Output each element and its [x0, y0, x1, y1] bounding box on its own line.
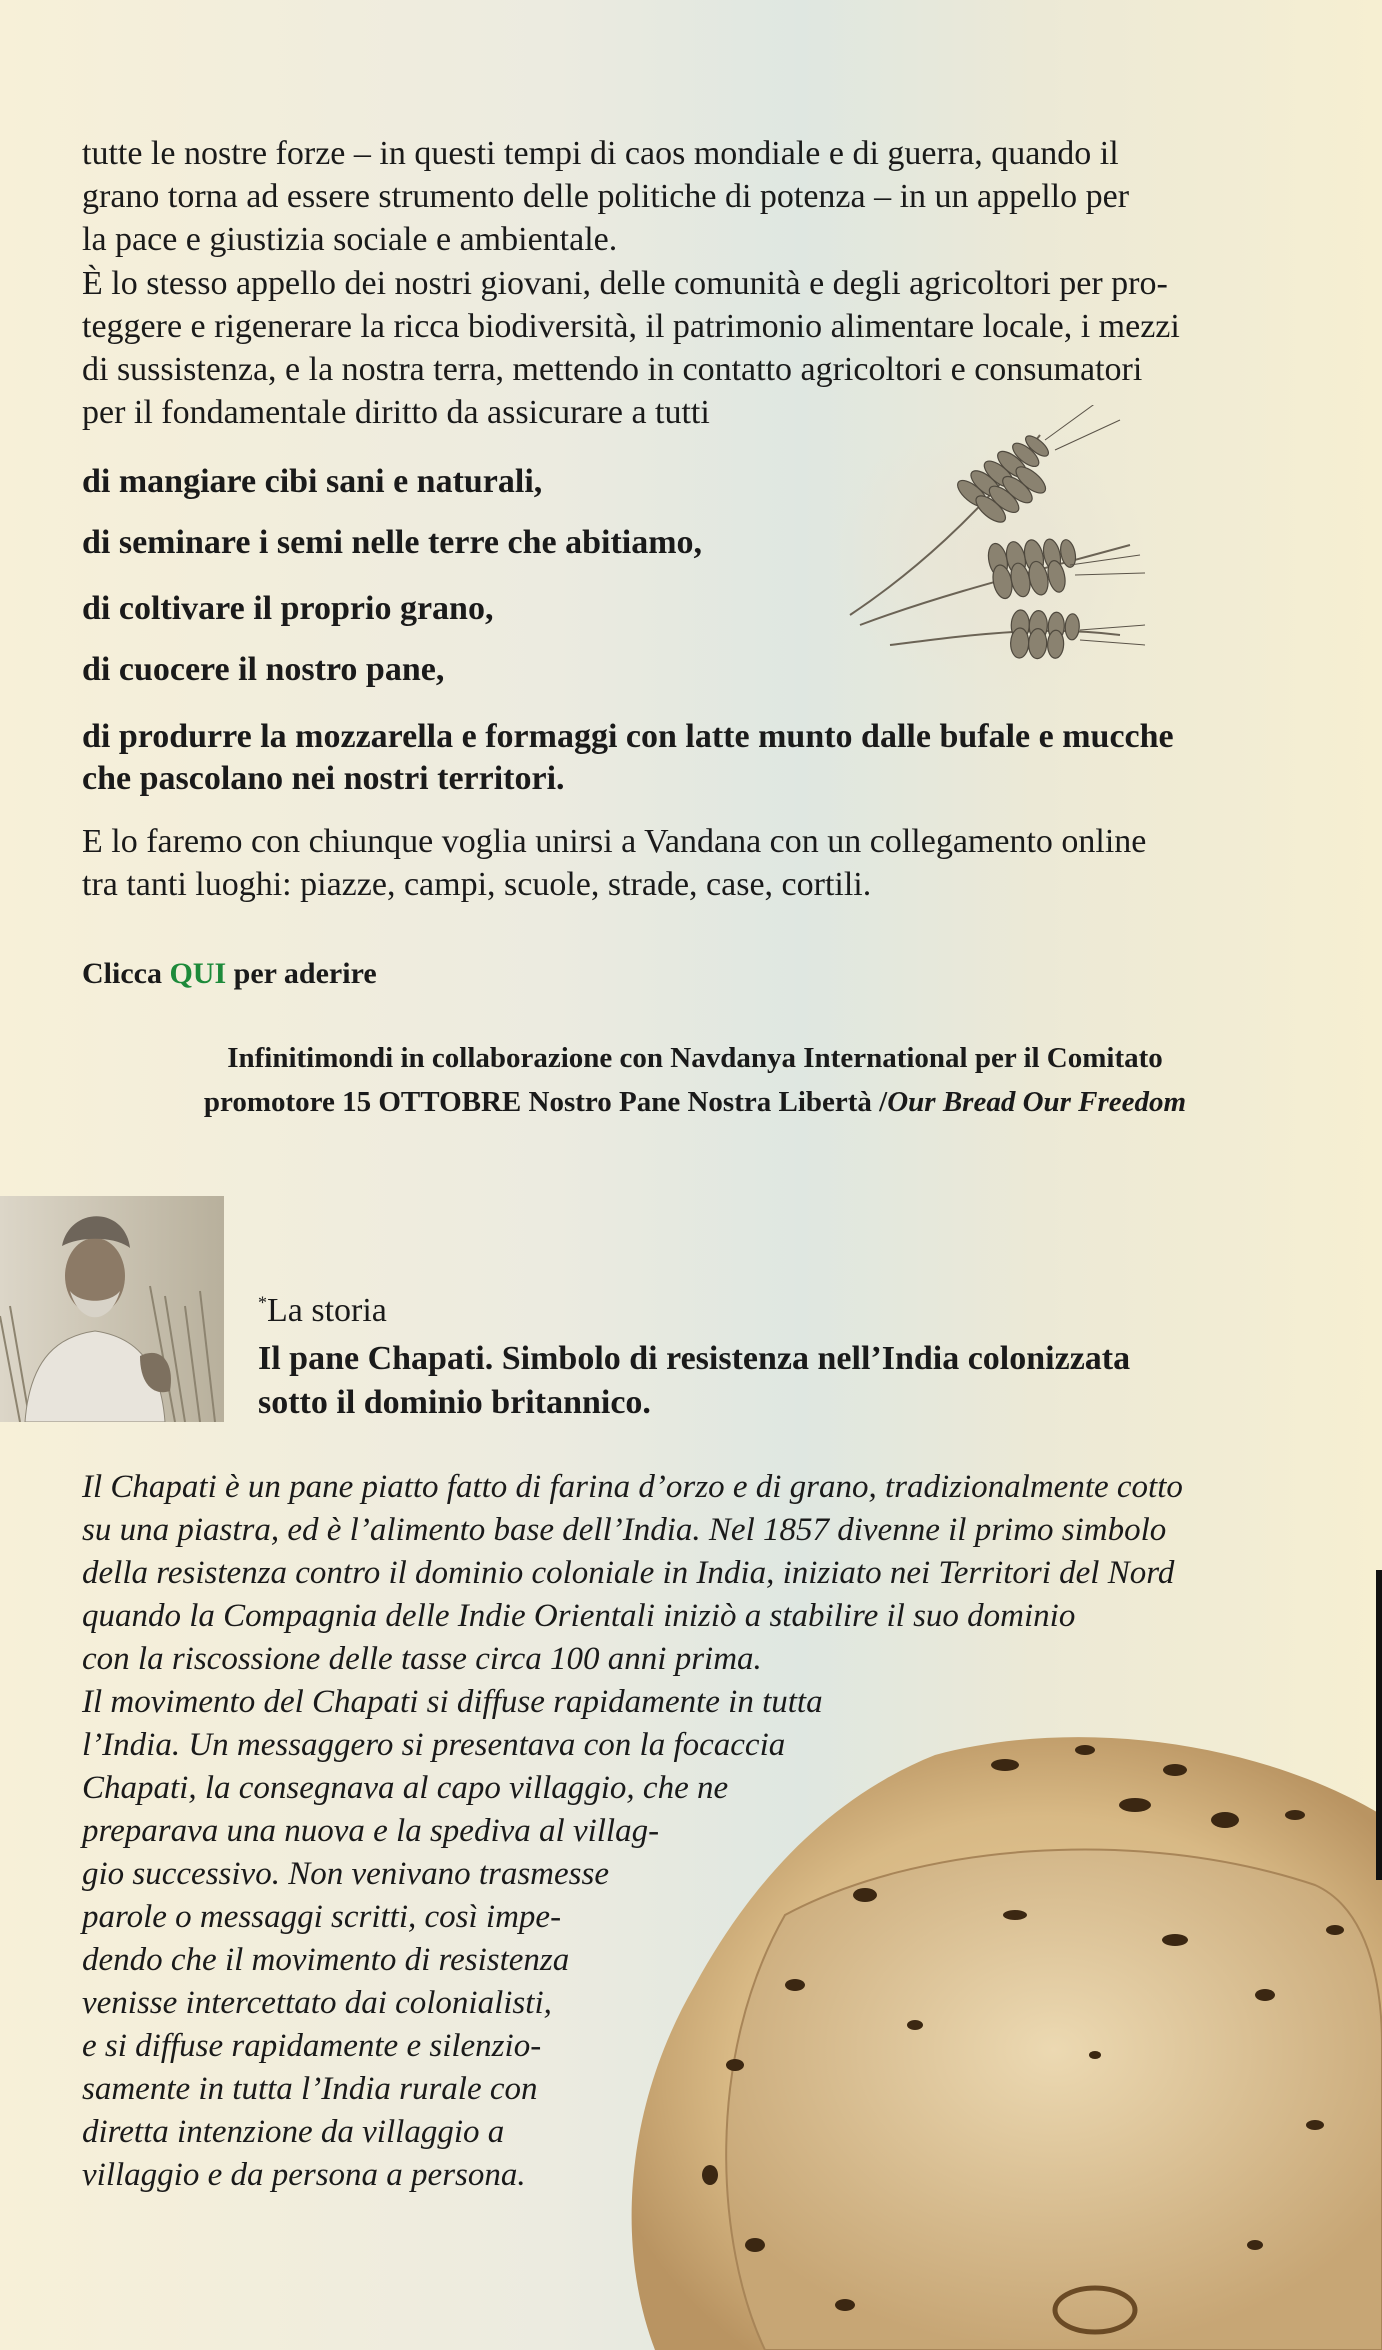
intro-line: per il fondamentale diritto da assicurare a tutti [82, 394, 710, 431]
story-line: con la riscossione delle tasse circa 100 anni prima. [82, 1641, 762, 1677]
right-item: di seminare i semi nelle terre che abitiamo, [82, 524, 703, 561]
cta-prefix: Clicca [82, 957, 162, 990]
story-line: gio successivo. Non venivano trasmesse [82, 1856, 609, 1892]
intro-line: di sussistenza, e la nostra terra, mettendo in contatto agricoltori e consumatori [82, 351, 1143, 388]
cta-line [82, 957, 377, 991]
story-line: su una piastra, ed è l’alimento base dell’India. Nel 1857 divenne il primo simbolo [82, 1512, 1167, 1548]
story-line: Chapati, la consegnava al capo villaggio, che ne [82, 1770, 729, 1806]
story-line: e si diffuse rapidamente e silenzio- [82, 2028, 542, 2064]
story-line: villaggio e da persona a persona. [82, 2157, 526, 2193]
right-item: di coltivare il proprio grano, [82, 590, 494, 627]
story-title [258, 1337, 1130, 1425]
intro-line: la pace e giustizia sociale e ambientale. [82, 221, 618, 258]
promoter-credit [60, 1036, 1330, 1124]
story-line: l’India. Un messaggero si presentava con la focaccia [82, 1727, 786, 1763]
closing-line: E lo faremo con chiunque voglia unirsi a Vandana con un collegamento online [82, 823, 1147, 860]
promoter-line [60, 1080, 1330, 1124]
right-item: che pascolano nei nostri territori. [82, 760, 565, 797]
right-item: di mangiare cibi sani e naturali, [82, 463, 543, 500]
wheat-illustration [830, 405, 1150, 705]
join-link[interactable]: QUI [169, 957, 227, 990]
promoter-text: promotore 15 OTTOBRE Nostro Pane Nostra Libertà / [203, 1086, 888, 1118]
right-item: di produrre la mozzarella e formaggi con latte munto dalle bufale e mucche [82, 718, 1174, 755]
story-title-line: sotto il dominio britannico. [258, 1384, 651, 1421]
story-line: venisse intercettato dai colonialisti, [82, 1985, 552, 2021]
closing-paragraph [82, 820, 1300, 906]
story-line: quando la Compagnia delle Indie Orientali iniziò a stabilire il suo dominio [82, 1598, 1076, 1634]
story-body [82, 1466, 1183, 2197]
farmer-photo [0, 1196, 224, 1422]
story-line: parole o messaggi scritti, così impe- [82, 1899, 562, 1935]
footnote-marker: * [258, 1292, 267, 1313]
intro-line: teggere e rigenerare la ricca biodiversità, il patrimonio alimentare locale, i mezzi [82, 308, 1180, 345]
story-line: della resistenza contro il dominio coloniale in India, iniziato nei Territori del Nord [82, 1555, 1175, 1591]
story-kicker [258, 1292, 387, 1330]
promoter-english-title: Our Bread Our Freedom [887, 1086, 1187, 1118]
story-line: dendo che il movimento di resistenza [82, 1942, 570, 1978]
story-line: samente in tutta l’India rurale con [82, 2071, 538, 2107]
story-line: diretta intenzione da villaggio a [82, 2114, 505, 2150]
intro-line: grano torna ad essere strumento delle politiche di potenza – in un appello per [82, 178, 1130, 215]
story-line: preparava una nuova e la spediva al villag- [82, 1813, 660, 1849]
promoter-line: Infinitimondi in collaborazione con Navdanya International per il Comitato [227, 1042, 1163, 1074]
page-edge-marker [1376, 1570, 1382, 1880]
right-item: di cuocere il nostro pane, [82, 651, 445, 688]
intro-line: È lo stesso appello dei nostri giovani, delle comunità e degli agricoltori per pro- [82, 265, 1168, 302]
story-kicker-text: La storia [267, 1292, 387, 1329]
story-line: Il movimento del Chapati si diffuse rapidamente in tutta [82, 1684, 823, 1720]
cta-suffix: per aderire [233, 957, 377, 990]
story-title-line: Il pane Chapati. Simbolo di resistenza nell’India colonizzata [258, 1340, 1131, 1377]
closing-line: tra tanti luoghi: piazze, campi, scuole, strade, case, cortili. [82, 866, 872, 903]
intro-line: tutte le nostre forze – in questi tempi di caos mondiale e di guerra, quando il [82, 135, 1119, 172]
story-line: Il Chapati è un pane piatto fatto di farina d’orzo e di grano, tradizionalmente cotto [82, 1469, 1183, 1505]
intro-paragraph-1 [82, 132, 1300, 261]
